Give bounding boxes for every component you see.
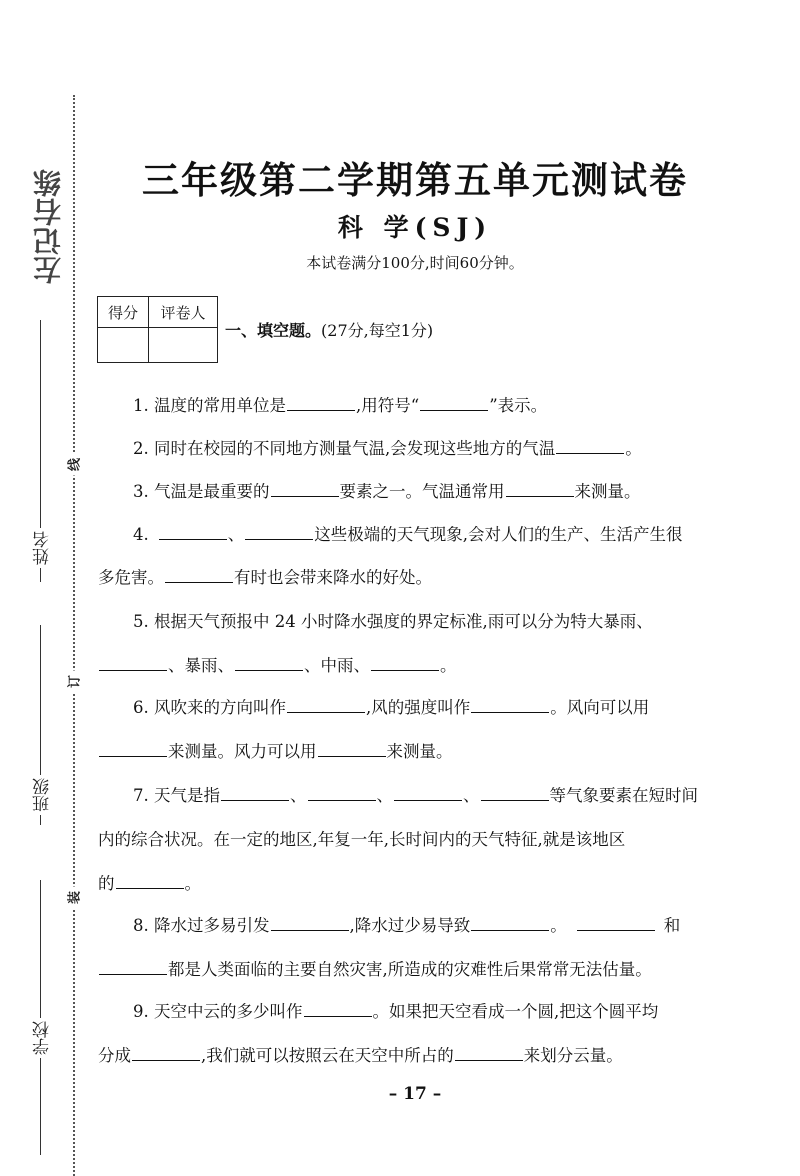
question-3 <box>133 478 641 502</box>
q4-blank-1[interactable] <box>159 538 227 540</box>
q3-blank-2[interactable] <box>506 495 574 497</box>
question-4-line-1 <box>133 521 683 545</box>
q9-text-d: ,我们就可以按照云在天空中所占的 <box>201 1046 454 1065</box>
q6-text-e: 来测量。 <box>386 742 453 761</box>
grader-cell[interactable] <box>149 328 218 363</box>
q2-blank-1[interactable] <box>556 452 624 454</box>
question-7-line-2 <box>98 826 625 850</box>
q8-blank-1[interactable] <box>271 929 349 931</box>
q3-blank-1[interactable] <box>271 495 339 497</box>
q8-text-a: 8. 降水过多易引发 <box>133 916 270 935</box>
q9-blank-1[interactable] <box>304 1015 372 1017</box>
school-label: 学校 <box>33 1021 53 1055</box>
q9-text-c: 分成 <box>98 1046 131 1065</box>
q4-text-a: 4. <box>133 525 149 544</box>
q2-text-b: 。 <box>625 439 642 458</box>
q4-text-d: 多危害。 <box>98 568 164 587</box>
q6-blank-3[interactable] <box>99 755 167 757</box>
q8-text-e: 都是人类面临的主要自然灾害,所造成的灾难性后果常常无法估量。 <box>168 960 652 979</box>
q1-text-a: 1. 温度的常用单位是 <box>133 396 286 415</box>
q2-text-a: 2. 同时在校园的不同地方测量气温,会发现这些地方的气温 <box>133 439 556 458</box>
question-4-line-2 <box>98 564 432 588</box>
name-field[interactable] <box>26 528 54 568</box>
name-label: 姓名 <box>33 531 53 565</box>
class-field[interactable] <box>26 775 54 815</box>
q8-text-b: ,降水过少易导致 <box>349 916 471 935</box>
q1-blank-2[interactable] <box>420 409 488 411</box>
seal-mark-bind: 订 <box>64 671 83 693</box>
section-heading <box>225 318 433 341</box>
question-8-line-1 <box>133 912 680 936</box>
score-header: 得分 <box>98 297 149 328</box>
exam-title: 三年级第二学期第五单元测试卷 <box>142 158 688 202</box>
q9-text-b: 。如果把天空看成一个圆,把这个圆平均 <box>372 1002 659 1021</box>
q5-text-a: 5. 根据天气预报中 24 小时降水强度的界定标准,雨可以分为特大暴雨、 <box>133 612 653 631</box>
q1-text-b: ,用符号“ <box>356 396 420 415</box>
question-9-line-1 <box>133 998 658 1022</box>
q4-blank-2[interactable] <box>245 538 313 540</box>
q7-text-f: 内的综合状况。在一定的地区,年复一年,长时间内的天气特征,就是该地区 <box>98 830 626 849</box>
q7-blank-2[interactable] <box>308 799 376 801</box>
q7-blank-3[interactable] <box>394 799 462 801</box>
q5-text-d: 。 <box>440 656 457 675</box>
q7-text-a: 7. 天气是指 <box>133 786 220 805</box>
section-detail: (27分,每空1分) <box>321 321 434 340</box>
brand-text: 左记右练 <box>32 168 65 284</box>
score-cell[interactable] <box>98 328 149 363</box>
question-2 <box>133 435 642 459</box>
q1-text-c: ”表示。 <box>489 396 548 415</box>
q8-text-d: 和 <box>663 916 681 935</box>
question-7-line-1 <box>133 782 698 806</box>
q4-blank-3[interactable] <box>165 581 233 583</box>
exam-note: 本试卷满分100分,时间60分钟。 <box>306 254 524 272</box>
q5-blank-1[interactable] <box>99 669 167 671</box>
q9-text-e: 来划分云量。 <box>523 1046 623 1065</box>
q5-blank-2[interactable] <box>235 669 303 671</box>
q9-blank-3[interactable] <box>455 1059 523 1061</box>
q3-text-b: 要素之一。气温通常用 <box>339 482 505 501</box>
q7-text-e: 等气象要素在短时间 <box>549 786 698 805</box>
q4-text-c: 这些极端的天气现象,会对人们的生产、生活产生很 <box>314 525 683 544</box>
q5-text-b: 、暴雨、 <box>168 656 234 675</box>
q6-text-c: 。风向可以用 <box>550 698 650 717</box>
q8-text-c: 。 <box>550 916 567 935</box>
question-5-line-2 <box>98 652 457 676</box>
q3-text-a: 3. 气温是最重要的 <box>133 482 270 501</box>
q7-blank-1[interactable] <box>221 799 289 801</box>
grader-header: 评卷人 <box>149 297 218 328</box>
page-number: – 17 – <box>388 1084 442 1104</box>
q9-blank-2[interactable] <box>132 1059 200 1061</box>
question-6-line-1 <box>133 694 649 718</box>
q5-blank-3[interactable] <box>371 669 439 671</box>
q7-blank-4[interactable] <box>481 799 549 801</box>
school-field[interactable] <box>26 1018 54 1058</box>
q7-text-d: 、 <box>463 786 480 805</box>
q8-blank-2[interactable] <box>471 929 549 931</box>
q6-text-b: ,风的强度叫作 <box>366 698 471 717</box>
q9-text-a: 9. 天空中云的多少叫作 <box>133 1002 303 1021</box>
q8-blank-4[interactable] <box>99 973 167 975</box>
q4-text-b: 、 <box>227 525 245 544</box>
q6-text-d: 来测量。风力可以用 <box>168 742 317 761</box>
question-6-line-2 <box>98 738 453 762</box>
q3-text-c: 来测量。 <box>574 482 641 501</box>
q7-text-g: 的 <box>98 874 115 893</box>
question-1 <box>133 392 547 416</box>
exam-subject: 科 学(SJ) <box>337 213 493 242</box>
q6-blank-2[interactable] <box>471 711 549 713</box>
q7-blank-5[interactable] <box>116 887 184 889</box>
q1-blank-1[interactable] <box>287 409 355 411</box>
q4-text-e: 有时也会带来降水的好处。 <box>234 568 432 587</box>
question-7-line-3 <box>98 870 201 894</box>
class-label: 班级 <box>33 778 53 812</box>
q7-text-b: 、 <box>290 786 307 805</box>
q6-text-a: 6. 风吹来的方向叫作 <box>133 698 286 717</box>
seal-mark-pack: 装 <box>64 887 83 909</box>
question-9-line-2 <box>98 1042 623 1066</box>
question-5-line-1 <box>133 608 653 632</box>
score-table <box>97 296 218 363</box>
q6-blank-4[interactable] <box>318 755 386 757</box>
q5-text-c: 、中雨、 <box>304 656 370 675</box>
q7-text-c: 、 <box>376 786 393 805</box>
section-title: 一、填空题。 <box>225 321 322 340</box>
q7-text-h: 。 <box>184 874 201 893</box>
question-8-line-2 <box>98 956 652 980</box>
q6-blank-1[interactable] <box>287 711 365 713</box>
seal-mark-line: 线 <box>64 454 83 476</box>
q8-blank-3[interactable] <box>577 929 655 931</box>
